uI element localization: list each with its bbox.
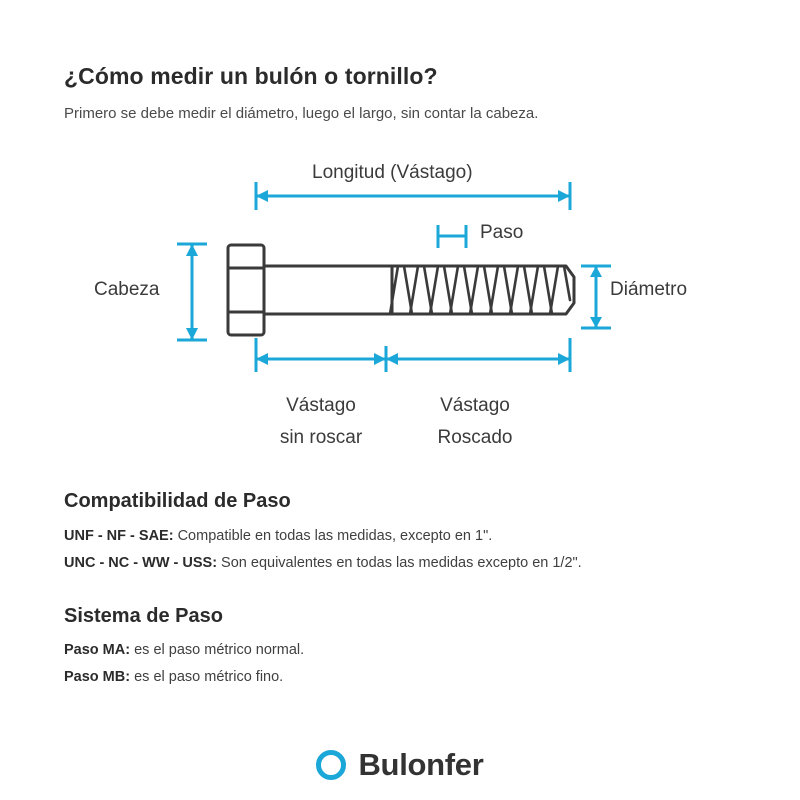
text-paso-ma: es el paso métrico normal.: [130, 642, 305, 658]
length-arrow-right-icon: [558, 190, 570, 202]
shank-arrow-right-icon: [558, 353, 570, 365]
term-paso-mb: Paso MB:: [64, 669, 131, 685]
text-paso-mb: es el paso métrico fino.: [130, 669, 284, 685]
term-paso-ma: Paso MA:: [64, 642, 131, 658]
label-longitud: Longitud (Vástago): [312, 162, 473, 183]
label-diametro: Diámetro: [610, 279, 688, 300]
bolt-diagram-svg: [0, 140, 800, 470]
section-heading-compatibilidad: Compatibilidad de Paso: [64, 490, 291, 512]
head-arrow-bottom-icon: [186, 328, 198, 340]
head-dimension-line: [177, 244, 207, 340]
shank-arrow-mid-left-icon: [374, 353, 386, 365]
label-vastago-sin-roscar-line2: sin roscar: [279, 427, 363, 448]
term-unf: UNF - NF - SAE:: [64, 528, 174, 544]
text-unf: Compatible en todas las medidas, excepto en 1".: [173, 528, 493, 544]
length-arrow-left-icon: [256, 190, 268, 202]
brand-name: Bulonfer: [358, 747, 484, 782]
diameter-arrow-bottom-icon: [590, 317, 602, 328]
section-line-unc: [64, 555, 582, 571]
label-vastago-roscado-line2: Roscado: [437, 427, 513, 448]
circle-ring-icon: [316, 750, 346, 780]
section-line-paso-mb: [64, 669, 283, 685]
diameter-arrow-top-icon: [590, 266, 602, 277]
section-line-paso-ma: [64, 642, 304, 658]
shank-dimension-line: [256, 338, 570, 372]
bolt-threads: [390, 266, 570, 314]
label-vastago-roscado-line1: Vástago: [440, 395, 510, 416]
label-paso: Paso: [480, 222, 524, 243]
page-subtitle: Primero se debe medir el diámetro, luego el largo, sin contar la cabeza.: [64, 105, 539, 122]
length-dimension-line: [256, 182, 570, 210]
pitch-dimension-line: [438, 225, 466, 248]
label-vastago-sin-roscar-line1: Vástago: [286, 395, 356, 416]
label-cabeza: Cabeza: [94, 279, 160, 300]
shank-arrow-mid-right-icon: [386, 353, 398, 365]
section-heading-sistema: Sistema de Paso: [64, 605, 223, 627]
section-line-unf: [64, 528, 492, 544]
shank-arrow-left-icon: [256, 353, 268, 365]
bolt-illustration: [228, 245, 574, 335]
brand-footer: [0, 735, 800, 795]
head-arrow-top-icon: [186, 244, 198, 256]
page-title: ¿Cómo medir un bulón o tornillo?: [64, 63, 438, 90]
text-unc: Son equivalentes en todas las medidas excepto en 1/2".: [217, 555, 582, 571]
term-unc: UNC - NC - WW - USS:: [64, 555, 218, 571]
bolt-measurement-diagram: [0, 140, 800, 470]
